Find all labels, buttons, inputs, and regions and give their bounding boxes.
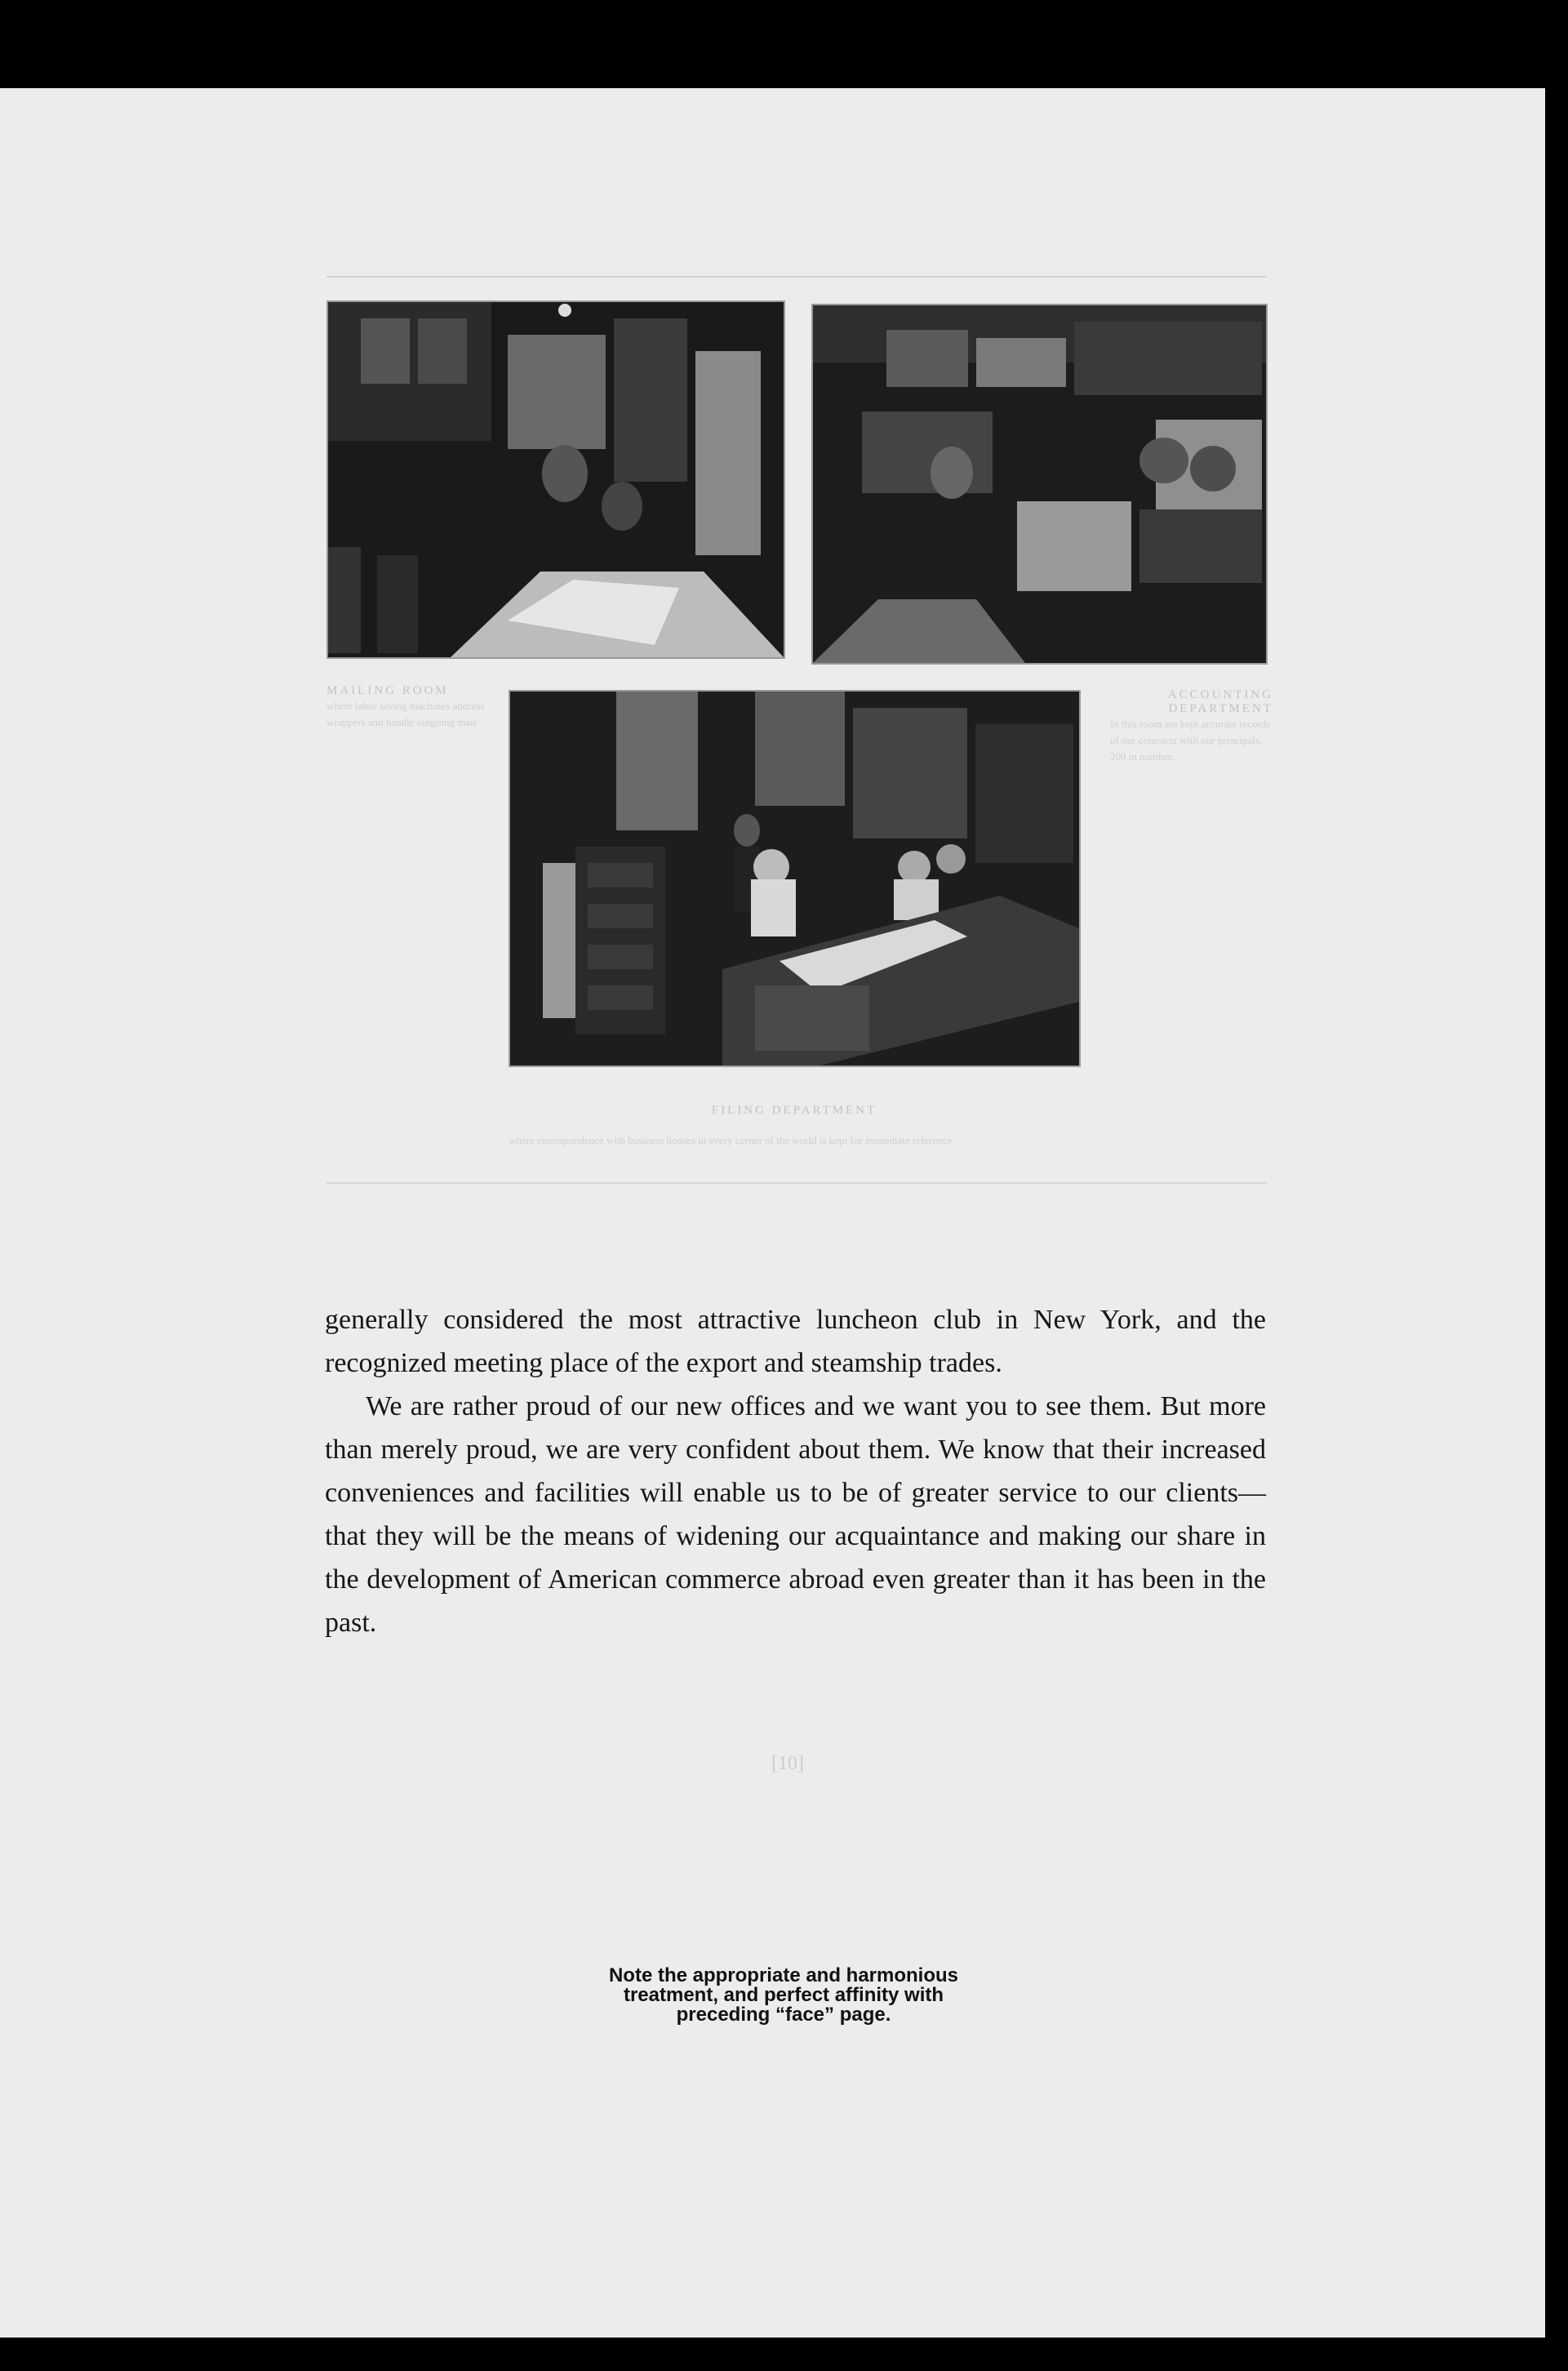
annotation-note xyxy=(522,1966,1045,2025)
top-rule xyxy=(326,276,1267,278)
accounting-department-caption-text: In this room are kept accurate records of our contracts with our principals. 200 in number. xyxy=(1110,718,1271,763)
mailing-room-caption-text: where labor saving machines address wrappers and handle outgoing mail xyxy=(326,700,485,728)
filing-department-photo xyxy=(509,690,1081,1067)
body-paragraph-2: We are rather proud of our new offices and we want you to see them. But more than merely proud, we are very confident about them. We know that their increased conveniences and facilities will enable us to be of greater service to our clients—that they will be the means of widening our acquaintance and making our share in the development of American commerce abroad even greater than it has been in the past. xyxy=(325,1391,1266,1638)
filing-department-caption-text: where correspondence with business houses in every corner of the world is kept for immediate reference. xyxy=(509,1134,955,1146)
page-number: [10] xyxy=(771,1753,804,1774)
mailing-room-caption xyxy=(326,684,490,731)
mailing-room-photo xyxy=(326,300,785,659)
note-line-3: preceding “face” page. xyxy=(676,2004,891,2026)
accounting-department-photo xyxy=(811,304,1268,665)
note-line-1: Note the appropriate and harmonious xyxy=(608,1964,959,1986)
accounting-department-caption-title: ACCOUNTING DEPARTMENT xyxy=(1167,688,1273,715)
accounting-department-caption xyxy=(1110,688,1273,765)
body-paragraph-1: generally considered the most attractive luncheon club in New York, and the recognized meeting place of the export and steamship trades. xyxy=(325,1305,1266,1378)
note-line-2: treatment, and perfect affinity with xyxy=(623,1984,944,2006)
body-text xyxy=(325,1298,1266,1644)
mailing-room-caption-title: MAILING ROOM xyxy=(326,684,449,697)
filing-department-caption-title: FILING DEPARTMENT xyxy=(711,1104,877,1117)
bottom-rule xyxy=(326,1182,1267,1184)
